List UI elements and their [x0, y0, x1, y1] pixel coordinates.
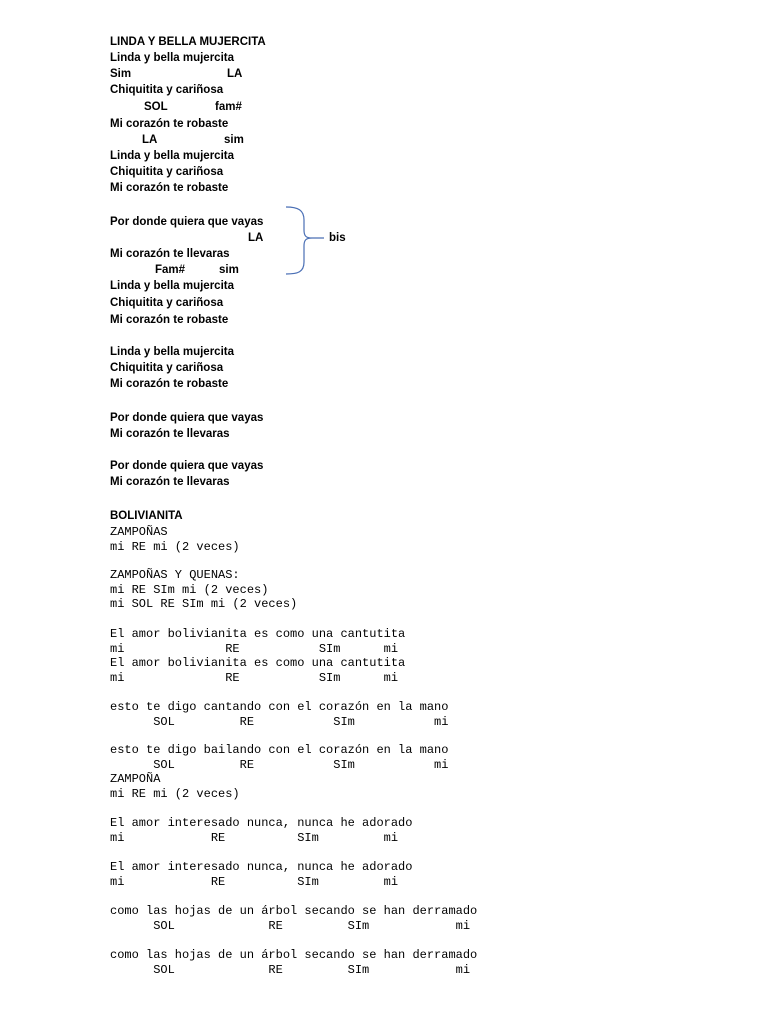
lyric-block: ZAMPOÑAS mi RE mi (2 veces): [110, 525, 240, 554]
lyric-block: como las hojas de un árbol secando se han derramado SOL RE SIm mi: [110, 904, 478, 933]
lyric-line: Mi corazón te llevaras: [110, 428, 230, 440]
chord-label: sim: [219, 264, 239, 276]
chord-label: sim: [224, 134, 244, 146]
lyric-line: Linda y bella mujercita: [110, 280, 234, 292]
lyric-line: Chiquitita y cariñosa: [110, 362, 224, 374]
lyric-line: Por donde quiera que vayas: [110, 460, 264, 472]
lyric-block: El amor interesado nunca, nunca he adorado mi RE SIm mi: [110, 860, 413, 889]
lyric-line: Chiquitita y cariñosa: [110, 297, 224, 309]
chord-label: Fam#: [155, 264, 186, 276]
chord-label: LA: [142, 134, 158, 146]
lyric-line: Mi corazón te robaste: [110, 378, 229, 390]
lyric-line: Mi corazón te llevaras: [110, 476, 230, 488]
chord-label: Sim: [110, 68, 132, 80]
lyric-block: El amor interesado nunca, nunca he adorado mi RE SIm mi: [110, 816, 413, 845]
chord-label: LA: [248, 232, 264, 244]
lyric-line: Linda y bella mujercita: [110, 150, 234, 162]
lyric-line: Mi corazón te robaste: [110, 182, 229, 194]
lyric-line: Mi corazón te robaste: [110, 314, 229, 326]
chord-label: fam#: [215, 101, 242, 113]
lyric-line: Por donde quiera que vayas: [110, 412, 264, 424]
lyric-block: ZAMPOÑAS Y QUENAS: mi RE SIm mi (2 veces) mi SOL RE SIm mi (2 veces): [110, 568, 298, 611]
lyric-block: esto te digo bailando con el corazón en la mano SOL RE SIm mi ZAMPOÑA mi RE mi (2 veces): [110, 743, 449, 801]
lyric-block: El amor bolivianita es como una cantutita mi RE SIm mi El amor bolivianita es como una cantutita mi RE SIm mi: [110, 627, 406, 685]
repeat-label: bis: [329, 232, 346, 244]
lyric-block: como las hojas de un árbol secando se han derramado SOL RE SIm mi: [110, 948, 478, 977]
lyric-line: Chiquitita y cariñosa: [110, 84, 224, 96]
lyric-line: Por donde quiera que vayas: [110, 216, 264, 228]
lyric-block: esto te digo cantando con el corazón en la mano SOL RE SIm mi: [110, 700, 449, 729]
lyric-line: Mi corazón te robaste: [110, 118, 229, 130]
chord-label: LA: [227, 68, 243, 80]
chord-label: SOL: [144, 101, 168, 113]
song-title: BOLIVIANITA: [110, 510, 183, 522]
lyric-line: Linda y bella mujercita: [110, 346, 234, 358]
lyric-line: Linda y bella mujercita: [110, 52, 234, 64]
song-title: LINDA Y BELLA MUJERCITA: [110, 36, 266, 48]
lyric-line: Chiquitita y cariñosa: [110, 166, 224, 178]
lyric-line: Mi corazón te llevaras: [110, 248, 230, 260]
